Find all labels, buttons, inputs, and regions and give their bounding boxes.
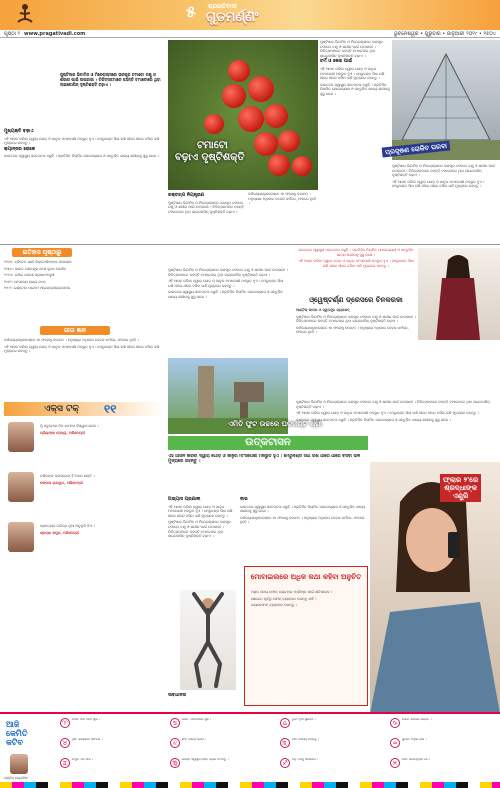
shraddha-label	[440, 474, 481, 502]
ektuk-banner	[4, 402, 164, 416]
lead-col3-head: ଚର୍ମ ଓ କେଶ ପାଇଁ	[320, 59, 353, 65]
lead-col4-text3: ଭାରତରେ ସ୍ୱାସ୍ଥ୍ୟ ସଚେତନତା ବଢୁଛି । ପ୍ରତିଦିନ ନିୟମିତ ଯୋଗାଭ୍ୟାସ ଓ ସନ୍ତୁଳିତ ଖାଦ୍ୟ ଶରୀରକୁ ସୁସ୍ଥ ରଖେ ।	[320, 82, 390, 96]
horoscope-entry: କନ୍ୟା: ସ୍ୱାସ୍ଥ୍ୟ ପ୍ରତି ଧ୍ୟାନ ଦିଅନ୍ତୁ ।	[182, 758, 229, 761]
horoscope-entry: ଧନୁ: ବନ୍ଧୁ ସହଯୋଗ ।	[292, 758, 319, 761]
mobile-point: ଅଧିକ ସମୟ ଫୋନ୍ ବ୍ୟବହାର ମସ୍ତିଷ୍କ ପାଇଁ କ୍ଷତିକାରକ ।	[251, 590, 333, 594]
utkata-intro-text: ଏହି ଆସନ କରିବା ଦ୍ୱାରା ଗୋଡ଼ ଓ ଜାନୁର ମାଂସପେଶୀ ମଜଭୁତ ହୁଏ । ମେରୁଦଣ୍ଡ ସିଧା ରଖି ଧୀରେ ଧୀରେ ବସିବା ଭଳି ମୁଦ୍ରାରେ ରହନ୍ତୁ ।	[168, 454, 361, 465]
quote-text: ମୁଁ ସବୁବେଳେ ନିଜ କାମରେ ବିଶ୍ୱାସ ରଖେ ।	[40, 424, 99, 428]
date-line: ଭୁବନେଶ୍ୱର • ଗୁରୁବାର • ଜାନୁଆରୀ ୨୦୧୯ • ୧୫୦୪	[393, 31, 496, 37]
shraddha-story	[296, 400, 498, 460]
itihasa-item: ୧୯୭୨: ମେଘାଳୟ ରାଜ୍ୟ ଗଠନ	[4, 279, 46, 284]
shraddha-label-line3: ଏଣ୍ଟ୍ରି	[452, 492, 469, 500]
avatar	[8, 422, 34, 452]
color-registration-bar	[0, 782, 500, 788]
gita-text-2: ଏହି ଆସନ କରିବା ଦ୍ୱାରା ଗୋଡ଼ ଓ ଜାନୁର ମାଂସପେଶୀ ମଜଭୁତ ହୁଏ । ମେରୁଦଣ୍ଡ ସିଧା ରଖି ଧୀରେ ଧୀରେ ବସିବା ଭଳି ମୁଦ୍ରାରେ ରହନ୍ତୁ ।	[4, 344, 160, 354]
lead-col1-text2: ଭାରତରେ ସ୍ୱାସ୍ଥ୍ୟ ସଚେତନତା ବଢୁଛି । ପ୍ରତିଦିନ ନିୟମିତ ଯୋଗାଭ୍ୟାସ ଓ ସନ୍ତୁଳିତ ଖାଦ୍ୟ ଶରୀରକୁ ସୁସ୍ଥ ରଖେ ।	[4, 154, 159, 159]
top-info-bar	[0, 30, 500, 38]
woman-figure	[418, 248, 500, 340]
info-box-text2: ଏହି ଆସନ କରିବା ଦ୍ୱାରା ଗୋଡ଼ ଓ ଜାନୁର ମାଂସପେଶୀ ମଜଭୁତ ହୁଏ । ମେରୁଦଣ୍ଡ ସିଧା ରଖି ଧୀରେ ଧୀରେ ବସିବା ଭଳି ମୁଦ୍ରାରେ ରହନ୍ତୁ ।	[298, 259, 414, 268]
gita-text: କର୍ମଣ୍ୟେବାଧିକାରସ୍ତେ ମା ଫଳେଷୁ କଦାଚନ । ମନୁଷ୍ୟର ଅଧିକାର କେବଳ କର୍ମରେ, ଫଳରେ ନୁହେଁ ।	[4, 338, 139, 342]
lead-col2-text: ପୁଷ୍ଟିସାର ଭିଟାମିନ ଓ ମିନେରାଲ୍ସରେ ଭରପୂର ଟମାଟୋ ଚକ୍ଷୁ ଓ ଶରୀର ପାଇଁ ଉପକାରୀ । ଚିକିତ୍ସକମାନେ କହନ୍ତି ଟମାଟୋରେ ଥିବା ଲାଇକୋପିନ୍ ଦୃଷ୍ଟିଶକ୍ତି ବଢ଼ାଏ ।	[168, 200, 244, 214]
utkata-method-text: ଏହି ଆସନ କରିବା ଦ୍ୱାରା ଗୋଡ଼ ଓ ଜାନୁର ମାଂସପେଶୀ ମଜଭୁତ ହୁଏ । ମେରୁଦଣ୍ଡ ସିଧା ରଖି ଧୀରେ ଧୀରେ ବସିବା ଭଳି ମୁଦ୍ରାରେ ରହନ୍ତୁ ।	[168, 504, 233, 518]
pyramid-story-text: ପୁଷ୍ଟିସାର ଭିଟାମିନ ଓ ମିନେରାଲ୍ସରେ ଭରପୂର ଟମାଟୋ ଚକ୍ଷୁ ଓ ଶରୀର ପାଇଁ ଉପକାରୀ । ଚିକିତ୍ସକମାନେ କହନ୍ତି ଟମାଟୋରେ ଥିବା ଲାଇକୋପିନ୍ ଦୃଷ୍ଟିଶକ୍ତି ବଢ଼ାଏ ।	[392, 164, 496, 178]
horoscope-title-line2: କେମିତି	[6, 729, 28, 738]
shraddha-label-line1: ଫ୍ଲାର ୨'ରେ	[443, 476, 479, 484]
quote-block	[40, 424, 160, 454]
story2-right	[296, 308, 416, 398]
utkata-benefit-head: ଲାଭ	[240, 497, 248, 502]
shraddha-story-text: ପୁଷ୍ଟିସାର ଭିଟାମିନ ଓ ମିନେରାଲ୍ସରେ ଭରପୂର ଟମାଟୋ ଚକ୍ଷୁ ଓ ଶରୀର ପାଇଁ ଉପକାରୀ । ଚିକିତ୍ସକମାନେ କହନ୍ତି ଟମାଟୋରେ ଥିବା ଲାଇକୋପିନ୍ ଦୃଷ୍ଟିଶକ୍ତି ବଢ଼ାଏ ।	[296, 400, 490, 409]
avatar	[8, 522, 34, 552]
utkata-benefit-text: ଭାରତରେ ସ୍ୱାସ୍ଥ୍ୟ ସଚେତନତା ବଢୁଛି । ପ୍ରତିଦିନ ନିୟମିତ ଯୋଗାଭ୍ୟାସ ଓ ସନ୍ତୁଳିତ ଖାଦ୍ୟ ଶରୀରକୁ ସୁସ୍ଥ ରଖେ ।	[240, 504, 366, 514]
lead-intro	[60, 72, 165, 112]
utkata-caution-head: ସାବଧାନତା	[168, 693, 187, 698]
ektuk-title: ଏକ୍ସ ଟକ୍	[44, 404, 79, 414]
avatar	[8, 472, 34, 502]
mobile-point: ଇୟରଫୋନ୍ ବ୍ୟବହାର କରନ୍ତୁ ।	[251, 603, 298, 608]
lead-col4-text: ପୁଷ୍ଟିସାର ଭିଟାମିନ ଓ ମିନେରାଲ୍ସରେ ଭରପୂର ଟମାଟୋ ଚକ୍ଷୁ ଓ ଶରୀର ପାଇଁ ଉପକାରୀ । ଚିକିତ୍ସକମାନେ କହନ୍ତି ଟମାଟୋରେ ଥିବା ଲାଇକୋପିନ୍ ଦୃଷ୍ଟିଶକ୍ତି ବଢ଼ାଏ ।	[320, 40, 383, 58]
yoga-pose-figure	[180, 590, 236, 690]
aquarius-icon: ♒	[390, 738, 400, 748]
tomato-headline	[175, 140, 245, 164]
gita-title: ଗୀତା ଜ୍ଞାନ	[40, 326, 110, 335]
cancer-icon: ♋	[170, 718, 180, 728]
astrologer-avatar	[10, 754, 28, 774]
capricorn-icon: ♑	[390, 718, 400, 728]
divider	[0, 244, 500, 245]
page-number: ପୃଷ୍ଠା ୨	[4, 31, 20, 37]
leo-icon: ♌	[170, 738, 180, 748]
horoscope-entry: ମେଷ: ଆଜି ଦିନଟି ଶୁଭ ।	[72, 718, 100, 721]
yoga-pose-photo	[180, 590, 236, 690]
lead-col4-text2: ଏହି ଆସନ କରିବା ଦ୍ୱାରା ଗୋଡ଼ ଓ ଜାନୁର ମାଂସପେଶୀ ମଜଭୁତ ହୁଏ । ମେରୁଦଣ୍ଡ ସିଧା ରଖି ଧୀରେ ଧୀରେ ବସିବା ଭଳି ମୁଦ୍ରାରେ ରହନ୍ତୁ ।	[320, 66, 385, 81]
lead-col2-head: ରକ୍ତଚାପ ନିୟନ୍ତ୍ରଣ	[168, 193, 204, 198]
quote-block	[40, 524, 160, 554]
masthead-title: ଗୁଡମର୍ଣ୍ଣିଂ	[206, 10, 259, 25]
aries-icon: ♈	[60, 718, 70, 728]
horoscope-entry: ମୀନ: ଶାନ୍ତିପୂର୍ଣ୍ଣ ଦିନ ।	[402, 758, 431, 761]
lead-intro-text: ପୁଷ୍ଟିସାର ଭିଟାମିନ ଓ ମିନେରାଲ୍ସରେ ଭରପୂର ଟମାଟୋ ଚକ୍ଷୁ ଓ ଶରୀର ପାଇଁ ଉପକାରୀ । ଚିକିତ୍ସକମାନେ କହନ୍ତି ଟମାଟୋରେ ଥିବା ଲାଇକୋପିନ୍ ଦୃଷ୍ଟିଶକ୍ତି ବଢ଼ାଏ ।	[60, 72, 161, 87]
house-caption: ଏମିତି ଫୁଟ ଉଚ୍ଚରେ ଘରକଣ୍ଟ ଶ୍ରୀ	[228, 420, 323, 428]
lead-col3-text: କର୍ମଣ୍ୟେବାଧିକାରସ୍ତେ ମା ଫଳେଷୁ କଦାଚନ । ମନୁଷ୍ୟର ଅଧିକାର କେବଳ କର୍ମରେ, ଫଳରେ ନୁହେଁ ।	[248, 192, 317, 206]
story2-heading: ଓ୍ୱେଷ୍ଟର୍ଣ୍ଣ ଡ୍ରେସରେ ଚିନକରକା	[309, 296, 403, 304]
tomato-headline-line1: ଟମାଟୋ	[197, 140, 228, 151]
horoscope-section	[0, 712, 500, 782]
story2-left	[168, 268, 288, 358]
pyramid-story-text2: ଏହି ଆସନ କରିବା ଦ୍ୱାରା ଗୋଡ଼ ଓ ଜାନୁର ମାଂସପେଶୀ ମଜଭୁତ ହୁଏ । ମେରୁଦଣ୍ଡ ସିଧା ରଖି ଧୀରେ ଧୀରେ ବସିବା ଭଳି ମୁଦ୍ରାରେ ରହନ୍ତୁ ।	[392, 179, 485, 189]
shraddha-story-text3: ଭାରତରେ ସ୍ୱାସ୍ଥ୍ୟ ସଚେତନତା ବଢୁଛି । ପ୍ରତିଦିନ ନିୟମିତ ଯୋଗାଭ୍ୟାସ ଓ ସନ୍ତୁଳିତ ଖାଦ୍ୟ ଶରୀରକୁ ସୁସ୍ଥ ରଖେ ।	[296, 417, 451, 422]
horoscope-entry: ମକର: କାମରେ ଉନ୍ନତି ।	[402, 718, 432, 721]
utkata-benefit	[240, 496, 368, 562]
itihasa-item: ୧୯୮୧: ଇଣ୍ଟେଲ ପ୍ରଥମ ମାଇକ୍ରୋପ୍ରୋସେସର	[4, 286, 71, 291]
virgo-icon: ♍	[170, 758, 180, 768]
horoscope-entry: ତୁଳା: ନୂଆ ସୁଯୋଗ ।	[292, 718, 316, 721]
info-box-text: ଭାରତରେ ସ୍ୱାସ୍ଥ୍ୟ ସଚେତନତା ବଢୁଛି । ପ୍ରତିଦିନ ନିୟମିତ ଯୋଗାଭ୍ୟାସ ଓ ସନ୍ତୁଳିତ ଖାଦ୍ୟ ଶରୀରକୁ ସୁସ୍ଥ ରଖେ ।	[298, 248, 414, 257]
story2-caption: ଆଣ୍ଟିକ୍ କାପର ଓ ସ୍ୱତନ୍ତ୍ର ଜ୍ୟାକେଟ୍	[296, 308, 350, 312]
woman-in-jacket-photo	[418, 248, 500, 340]
yoga-figure-icon	[12, 2, 38, 28]
mobile-warning-heading: ମୋବାଇଲରେ ଅଧିକ କଥା କହିବା ଅନୁଚିତ	[250, 573, 362, 581]
utkata-caution	[168, 692, 236, 710]
tomato-photo	[168, 40, 318, 190]
lead-col2	[168, 192, 246, 242]
masthead-number: ୫	[186, 2, 196, 21]
horoscope-entry: ସିଂହ: ଯାତ୍ରା ଯୋଗ ।	[182, 738, 207, 741]
horoscope-title-line1: ଆଜି	[6, 720, 20, 729]
tomato-headline-line2: ବଢ଼ାଏ ଦୃଷ୍ଟିଶକ୍ତି	[175, 152, 245, 163]
pyramid-story	[392, 164, 498, 244]
utkata-intro	[168, 454, 368, 494]
itihasa-item: ୧୯୫୦: ଭାରତ ଗଣତନ୍ତ୍ର ଦେଶ ରୂପେ ଘୋଷିତ	[4, 266, 67, 271]
horoscope-title	[6, 720, 48, 747]
story2-text: ପୁଷ୍ଟିସାର ଭିଟାମିନ ଓ ମିନେରାଲ୍ସରେ ଭରପୂର ଟମାଟୋ ଚକ୍ଷୁ ଓ ଶରୀର ପାଇଁ ଉପକାରୀ । ଚିକିତ୍ସକମାନେ କହନ୍ତି ଟମାଟୋରେ ଥିବା ଲାଇକୋପିନ୍ ଦୃଷ୍ଟିଶକ୍ତି ବଢ଼ାଏ ।	[168, 268, 288, 277]
lead-col1-text: ଏହି ଆସନ କରିବା ଦ୍ୱାରା ଗୋଡ଼ ଓ ଜାନୁର ମାଂସପେଶୀ ମଜଭୁତ ହୁଏ । ମେରୁଦଣ୍ଡ ସିଧା ରଖି ଧୀରେ ଧୀରେ ବସିବା ଭଳି ମୁଦ୍ରାରେ ରହନ୍ତୁ ।	[4, 136, 160, 146]
quote-text: ପ୍ରତ୍ୟେକ ଚରିତ୍ର ନୂଆ ଅନୁଭୂତି ଦିଏ ।	[40, 524, 95, 528]
lead-sub1: ମୁଖ୍ୟକ୍ତି ବଢ଼ାଏ	[4, 129, 34, 134]
horoscope-entry: ମିଥୁନ: ଧନ ଲାଭ ।	[72, 758, 93, 761]
lead-sub2: କ୍ୟାନ୍ସର ରୋକେ	[4, 146, 36, 152]
horoscope-title-line3: କଟିବ	[6, 738, 23, 747]
sagittarius-icon: ♐	[280, 758, 290, 768]
quote-text: ଦର୍ଶକଙ୍କ ଭଲପାଇବା ହିଁ ମୋର ଶକ୍ତି ।	[40, 474, 95, 478]
itihasa-item: ୧୯୬୬: ଇନ୍ଦିରା ଗାନ୍ଧୀ ପ୍ରଧାନମନ୍ତ୍ରୀ	[4, 273, 55, 278]
lead-col3	[248, 192, 318, 242]
libra-icon: ♎	[280, 718, 290, 728]
info-box	[296, 248, 416, 292]
quote-author: ପ୍ରିୟଙ୍କା ଚୋପ୍ରା, ଅଭିନେତ୍ରୀ	[40, 430, 85, 435]
pisces-icon: ♓	[390, 758, 400, 768]
mobile-point: ଶୋଇବା ପୂର୍ବରୁ ଫୋନ୍ ବ୍ୟବହାର କରନ୍ତୁ ନାହିଁ ।	[251, 596, 317, 601]
story2-right-text: ପୁଷ୍ଟିସାର ଭିଟାମିନ ଓ ମିନେରାଲ୍ସରେ ଭରପୂର ଟମାଟୋ ଚକ୍ଷୁ ଓ ଶରୀର ପାଇଁ ଉପକାରୀ । ଚିକିତ୍ସକମାନେ କହନ୍ତି ଟମାଟୋରେ ଥିବା ଲାଇକୋପିନ୍ ଦୃଷ୍ଟିଶକ୍ତି ବଢ଼ାଏ ।	[296, 314, 416, 324]
pyramid-label: ପ୍ରଦୂଷଣ ରୋକିବ ଘରବା	[382, 140, 451, 157]
utkata-method-text2: ପୁଷ୍ଟିସାର ଭିଟାମିନ ଓ ମିନେରାଲ୍ସରେ ଭରପୂର ଟମାଟୋ ଚକ୍ଷୁ ଓ ଶରୀର ପାଇଁ ଉପକାରୀ । ଚିକିତ୍ସକମାନେ କହନ୍ତି ଟମାଟୋରେ ଥିବା ଲାଇକୋପିନ୍ ଦୃଷ୍ଟିଶକ୍ତି ବଢ଼ାଏ ।	[168, 520, 231, 539]
utkata-band: ଉତ୍କଟାସନ	[168, 436, 368, 450]
taurus-icon: ♉	[60, 738, 70, 748]
utkata-method-head: ଅଭ୍ୟାସ ପ୍ରଣାଳୀ	[168, 497, 201, 502]
gita-text-block	[4, 338, 164, 398]
story2-right-text2: କର୍ମଣ୍ୟେବାଧିକାରସ୍ତେ ମା ଫଳେଷୁ କଦାଚନ । ମନୁଷ୍ୟର ଅଧିକାର କେବଳ କର୍ମରେ, ଫଳରେ ନୁହେଁ ।	[296, 325, 409, 335]
horoscope-entry: କର୍କଟ: ପରିବାରରେ ସୁଖ ।	[182, 718, 212, 721]
story2-text3: ଭାରତରେ ସ୍ୱାସ୍ଥ୍ୟ ସଚେତନତା ବଢୁଛି । ପ୍ରତିଦିନ ନିୟମିତ ଯୋଗାଭ୍ୟାସ ଓ ସନ୍ତୁଳିତ ଖାଦ୍ୟ ଶରୀରକୁ ସୁସ୍ଥ ରଖେ ।	[168, 290, 283, 299]
ektuk-quotes	[4, 420, 164, 570]
quote-author: କଙ୍ଗନା ରାଣାୱତ, ଅଭିନେତ୍ରୀ	[40, 480, 83, 485]
astrologer-name: ପଣ୍ଡିତ ଜ୍ୟୋତିଷ	[4, 776, 28, 780]
shraddha-story-text2: ଏହି ଆସନ କରିବା ଦ୍ୱାରା ଗୋଡ଼ ଓ ଜାନୁର ମାଂସପେଶୀ ମଜଭୁତ ହୁଏ । ମେରୁଦଣ୍ଡ ସିଧା ରଖି ଧୀରେ ଧୀରେ ବସିବା ଭଳି ମୁଦ୍ରାରେ ରହନ୍ତୁ ।	[296, 411, 479, 416]
itihasa-list	[4, 260, 164, 322]
lead-col4	[320, 40, 390, 240]
shraddha-label-line2: ଶ୍ରଦ୍ଧାଙ୍କ	[444, 484, 477, 492]
itihasa-item: ୧୯୦୧: ବ୍ରିଟେନ ରାଣୀ ଭିକ୍ଟୋରିଆଙ୍କ ପରଲୋକ	[4, 260, 72, 264]
lead-col1	[4, 128, 164, 240]
mobile-points	[245, 588, 367, 688]
gemini-icon: ♊	[60, 758, 70, 768]
itihasa-title: ଇତିହାସ ପୃଷ୍ଠାରୁ	[12, 248, 72, 257]
horoscope-entry: କୁମ୍ଭ: ଆର୍ଥିକ ଲାଭ ।	[402, 738, 427, 741]
mobile-warning-box	[244, 566, 368, 706]
horoscope-entry: ବୃଷ: କାର୍ଯ୍ୟରେ ସଫଳତା ।	[72, 738, 103, 741]
story2-text2: ଏହି ଆସନ କରିବା ଦ୍ୱାରା ଗୋଡ଼ ଓ ଜାନୁର ମାଂସପେଶୀ ମଜଭୁତ ହୁଏ । ମେରୁଦଣ୍ଡ ସିଧା ରଖି ଧୀରେ ଧୀରେ ବସିବା ଭଳି ମୁଦ୍ରାରେ ରହନ୍ତୁ ।	[168, 279, 284, 288]
horoscope-entry: ବିଛା: ଧୈର୍ଯ୍ୟ ରଖନ୍ତୁ ।	[292, 738, 320, 741]
website-link[interactable]: www.pragativadi.com	[24, 31, 86, 37]
utkata-benefit-text2: କର୍ମଣ୍ୟେବାଧିକାରସ୍ତେ ମା ଫଳେଷୁ କଦାଚନ । ମନୁଷ୍ୟର ଅଧିକାର କେବଳ କର୍ମରେ, ଫଳରେ ନୁହେଁ ।	[240, 515, 365, 525]
scorpio-icon: ♏	[280, 738, 290, 748]
utkata-method	[168, 496, 236, 586]
ektuk-number: ୧୧	[104, 402, 117, 416]
masthead-sub: ପ୍ରଗତିବାଦୀ	[208, 3, 237, 10]
quote-author: ଶ୍ରଦ୍ଧା କପୁର, ଅଭିନେତ୍ରୀ	[40, 530, 80, 535]
quote-block	[40, 474, 160, 504]
